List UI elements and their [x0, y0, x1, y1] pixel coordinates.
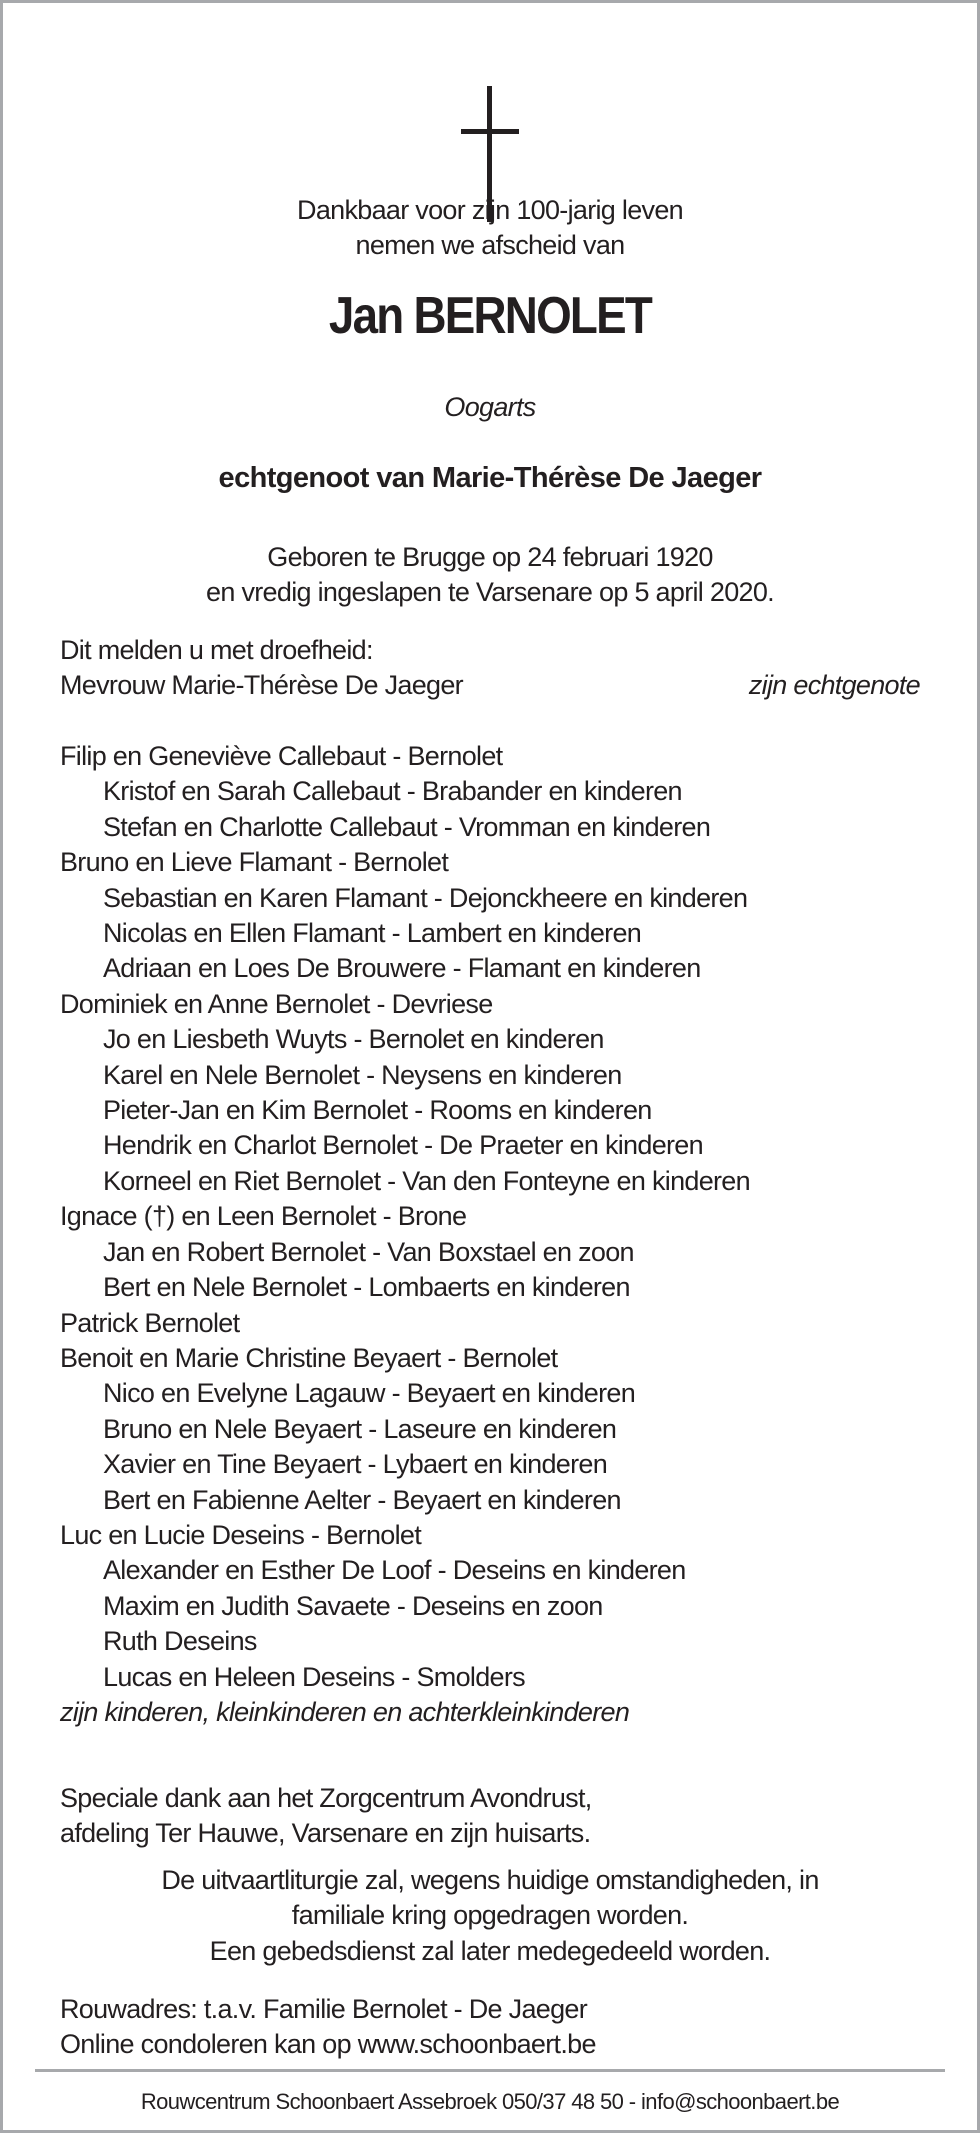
grandchild-entry: Adriaan en Loes De Brouwere - Flamant en kinderen	[103, 953, 701, 984]
funeral-line: De uitvaartliturgie zal, wegens huidige omstandigheden, in	[161, 1865, 819, 1895]
grandchild-entry: Xavier en Tine Beyaert - Lybaert en kinderen	[103, 1449, 608, 1480]
child-entry: Filip en Geneviève Callebaut - Bernolet	[60, 741, 503, 771]
child-entry: Dominiek en Anne Bernolet - Devriese	[60, 988, 493, 1019]
grandchild-entry: Bruno en Nele Beyaert - Laseure en kinderen	[103, 1413, 617, 1444]
grandchild-entry: Kristof en Sarah Callebaut - Brabander en kinderen	[103, 776, 682, 807]
funeral-line: familiale kring opgedragen worden.	[291, 1900, 689, 1931]
intro-text	[0, 193, 980, 264]
footer: Rouwcentrum Schoonbaert Assebroek 050/37 48 50 - info@schoonbaert.be	[140, 2089, 840, 2114]
spouse-name: Mevrouw Marie-Thérèse De Jaeger	[60, 670, 463, 701]
child-entry: Bruno en Lieve Flamant - Bernolet	[60, 847, 449, 878]
grandchild-entry: Pieter-Jan en Kim Bernolet - Rooms en kinderen	[103, 1095, 652, 1126]
thanks-line: afdeling Ter Hauwe, Varsenare en zijn huisarts.	[60, 1818, 591, 1849]
announcement	[60, 633, 920, 704]
grandchild-entry: Korneel en Riet Bernolet - Van den Fonteyne en kinderen	[103, 1165, 750, 1196]
child-entry: Patrick Bernolet	[60, 1307, 240, 1338]
death-line: en vredig ingeslapen te Varsenare op 5 april 2020.	[206, 577, 774, 608]
grandchild-entry: Nico en Evelyne Lagauw - Beyaert en kinderen	[103, 1378, 636, 1409]
spouse-role: zijn echtgenote	[748, 670, 920, 701]
grandchild-entry: Stefan en Charlotte Callebaut - Vromman en kinderen	[103, 811, 711, 842]
grandchild-entry: Ruth Deseins	[103, 1626, 257, 1657]
life-dates	[0, 540, 980, 611]
grandchild-entry: Bert en Fabienne Aelter - Beyaert en kinderen	[103, 1484, 621, 1515]
grandchild-entry: Bert en Nele Bernolet - Lombaerts en kinderen	[103, 1272, 630, 1303]
grandchild-entry: Nicolas en Ellen Flamant - Lambert en kinderen	[103, 918, 642, 949]
grandchild-entry: Sebastian en Karen Flamant - Dejonckheere en kinderen	[103, 882, 748, 913]
birth-line: Geboren te Brugge op 24 februari 1920	[267, 542, 713, 572]
family-list	[60, 739, 920, 1730]
address-line: Rouwadres: t.a.v. Familie Bernolet - De Jaeger	[60, 1994, 588, 2024]
intro-line: nemen we afscheid van	[355, 230, 625, 261]
intro-line: Dankbaar voor zijn 100-jarig leven	[297, 195, 683, 225]
grandchild-entry: Lucas en Heleen Deseins - Smolders	[103, 1661, 525, 1692]
announcement-intro: Dit melden u met droefheid:	[60, 635, 373, 665]
child-entry: Benoit en Marie Christine Beyaert - Bernolet	[60, 1342, 558, 1373]
funeral-line: Een gebedsdienst zal later medegedeeld worden.	[209, 1935, 771, 1966]
deceased-name: Jan BERNOLET	[328, 287, 652, 345]
spouse-line: echtgenoot van Marie-Thérèse De Jaeger	[218, 462, 762, 494]
funeral-info	[0, 1863, 980, 1969]
contact	[60, 1992, 920, 2063]
grandchild-entry: Maxim en Judith Savaete - Deseins en zoon	[103, 1590, 603, 1621]
grandchild-entry: Hendrik en Charlot Bernolet - De Praeter en kinderen	[103, 1130, 703, 1161]
grandchild-entry: Jo en Liesbeth Wuyts - Bernolet en kinderen	[103, 1024, 604, 1055]
grandchild-entry: Alexander en Esther De Loof - Deseins en kinderen	[103, 1555, 686, 1586]
family-caption: zijn kinderen, kleinkinderen en achterkleinkinderen	[60, 1696, 630, 1727]
divider	[35, 2069, 945, 2072]
profession: Oogarts	[444, 392, 536, 422]
condolence-link[interactable]: Online condoleren kan op www.schoonbaert.be	[60, 2029, 596, 2060]
grandchild-entry: Jan en Robert Bernolet - Van Boxstael en zoon	[103, 1236, 634, 1267]
spouse-row	[60, 668, 920, 703]
thanks	[60, 1781, 920, 1852]
child-entry: Ignace (†) en Leen Bernolet - Brone	[60, 1201, 467, 1232]
child-entry: Luc en Lucie Deseins - Bernolet	[60, 1519, 422, 1550]
thanks-line: Speciale dank aan het Zorgcentrum Avondrust,	[60, 1783, 592, 1813]
grandchild-entry: Karel en Nele Bernolet - Neysens en kinderen	[103, 1059, 622, 1090]
